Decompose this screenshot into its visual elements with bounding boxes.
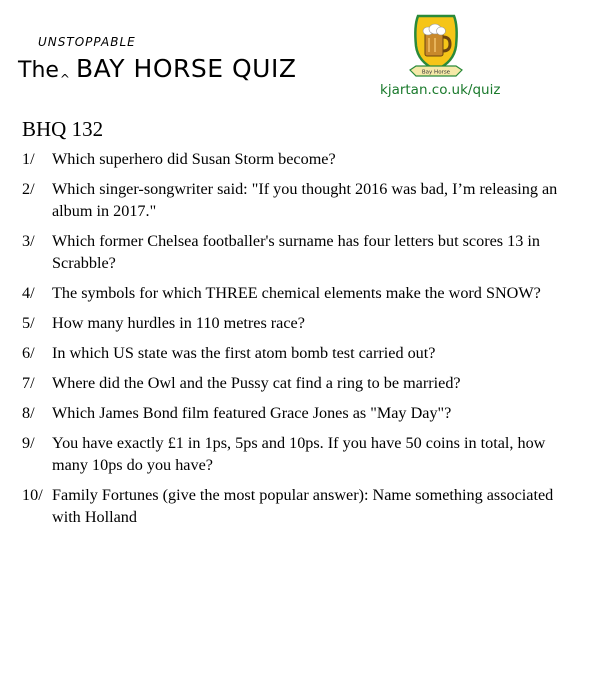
question-text: The symbols for which THREE chemical elements make the word SNOW? — [52, 284, 541, 302]
question-text: In which US state was the first atom bomb test carried out? — [52, 344, 436, 362]
question-text: Which superhero did Susan Storm become? — [52, 150, 336, 168]
question-number: 3/ — [22, 232, 35, 250]
question-item — [22, 282, 582, 304]
site-link[interactable]: kjartan.co.uk/quiz — [380, 82, 501, 98]
question-number: 1/ — [22, 150, 35, 168]
question-text: Which singer-songwriter said: "If you thought 2016 was bad, I’m releasing an album in 2017." — [52, 180, 558, 220]
question-number: 4/ — [22, 284, 35, 302]
question-number: 2/ — [22, 180, 35, 198]
subtitle-unstoppable: UNSTOPPABLE — [38, 35, 136, 49]
question-text: Which James Bond film featured Grace Jones as "May Day"? — [52, 404, 452, 422]
question-item — [22, 148, 582, 170]
question-item — [22, 432, 582, 476]
quiz-id: BHQ 132 — [22, 117, 104, 141]
question-item — [22, 484, 582, 528]
quiz-header — [0, 0, 600, 110]
question-number: 9/ — [22, 434, 35, 452]
question-item — [22, 312, 582, 334]
question-text: Family Fortunes (give the most popular answer): Name something associated with Holland — [52, 486, 554, 526]
question-item — [22, 372, 582, 394]
question-text: Where did the Owl and the Pussy cat find a ring to be married? — [52, 374, 461, 392]
title-the: The — [18, 58, 59, 83]
question-number: 5/ — [22, 314, 35, 332]
question-text: Which former Chelsea footballer's surname has four letters but scores 13 in Scrabble? — [52, 232, 540, 272]
question-list — [22, 148, 582, 536]
question-item — [22, 402, 582, 424]
question-number: 8/ — [22, 404, 35, 422]
question-number: 10/ — [22, 486, 43, 504]
question-item — [22, 178, 582, 222]
question-item — [22, 230, 582, 274]
title-main: BAY HORSE QUIZ — [75, 54, 297, 83]
insert-caret: ^ — [59, 72, 70, 86]
question-text: How many hurdles in 110 metres race? — [52, 314, 305, 332]
question-text: You have exactly £1 in 1ps, 5ps and 10ps. If you have 50 coins in total, how many 10ps do you have? — [52, 434, 546, 474]
question-item — [22, 342, 582, 364]
quiz-title — [18, 54, 296, 86]
question-number: 7/ — [22, 374, 35, 392]
logo-banner-text: Bay Horse — [421, 69, 451, 76]
question-number: 6/ — [22, 344, 35, 362]
beer-mug-shield-icon — [408, 12, 464, 82]
